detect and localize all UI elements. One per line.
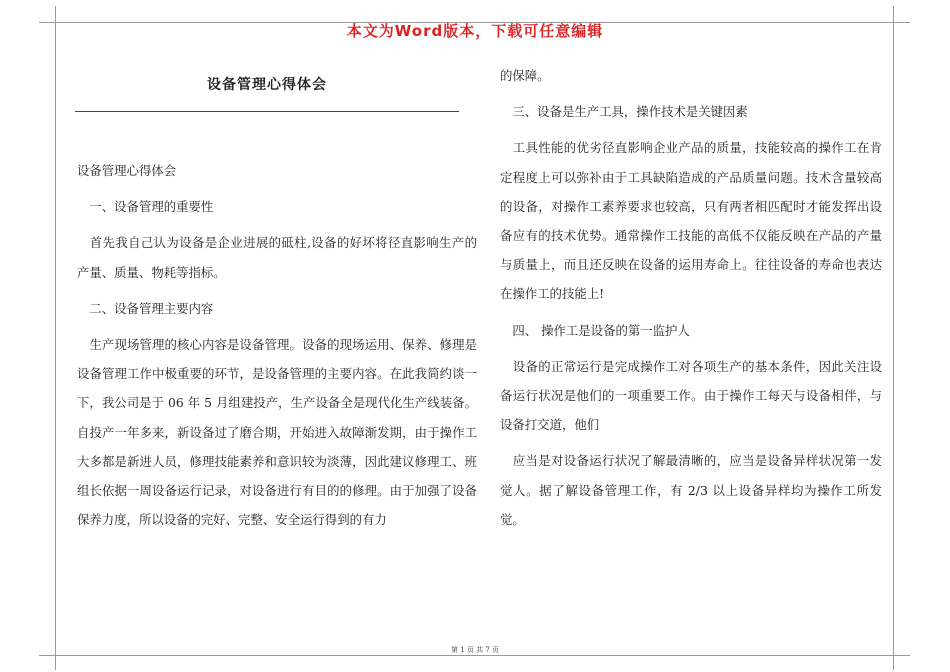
section-heading-4: 四、 操作工是设备的第一监护人: [500, 322, 690, 338]
paragraph: 设备的正常运行是完成操作工对各项生产的基本条件，因此关注设备运行状况是他们的一项重要工作。由于操作工每天与设备相伴，与设备打交道，他们: [500, 358, 882, 433]
word-version-banner: 本文为Word版本，下载可任意编辑: [346, 22, 604, 40]
paragraph: 工具性能的优劣径直影响企业产品的质量，技能较高的操作工在肯定程度上可以弥补由于工具缺陷造成的产品质量问题。技术含量较高的设备，对操作工素养要求也较高，只有两者相匹配时才能发挥出设备应有的技术优势。通常操作工技能的高低不仅能反映在产品的产量与质量上，而且还反映在设备的运用寿命上。往往设备的寿命也表达在操作工的技能上!: [500, 140, 882, 302]
right-column: [500, 61, 882, 534]
paragraph: 的保障。: [500, 68, 550, 83]
left-column: [77, 156, 477, 534]
title-underline: [75, 111, 459, 112]
crop-mark: [55, 656, 56, 670]
section-heading-2: 二、设备管理主要内容: [77, 300, 214, 316]
crop-mark: [894, 655, 910, 656]
paragraph: 应当是对设备运行状况了解最清晰的，应当是设备异样状况第一发觉人。据了解设备管理工作，有 2/3 以上设备异样均为操作工所发觉。: [500, 453, 882, 527]
document-title: 设备管理心得体会: [207, 77, 327, 93]
paragraph: 生产现场管理的核心内容是设备管理。设备的现场运用、保养、修理是设备管理工作中极重要的环节，是设备管理的主要内容。在此我简约谈一下，我公司是于 06 年 5 月组建投产，生产设备全是现代化生产线装备。自投产一年多来，新设备过了磨合期，开始进入故障渐发期，由于操作工大多都是新进人员，修理技能素养和意识较为淡薄，因此建议修理工、班组长依据一周设备运行记录，对设备进行有目的的修理。由于加强了设备保养力度，所以设备的完好、完整、安全运行得到的有力: [77, 337, 477, 528]
section-heading-3: 三、设备是生产工具，操作技术是关键因素: [500, 104, 748, 120]
crop-mark: [39, 655, 55, 656]
section-heading-1: 一、设备管理的重要性: [77, 199, 214, 215]
body-heading: 设备管理心得体会: [77, 163, 177, 178]
crop-mark: [893, 656, 894, 670]
page-number-footer: 第 1 页 共 7 页: [450, 646, 500, 654]
paragraph: 首先我自己认为设备是企业进展的砥柱,设备的好坏将径直影响生产的产量、质量、物耗等指标。: [77, 235, 477, 280]
